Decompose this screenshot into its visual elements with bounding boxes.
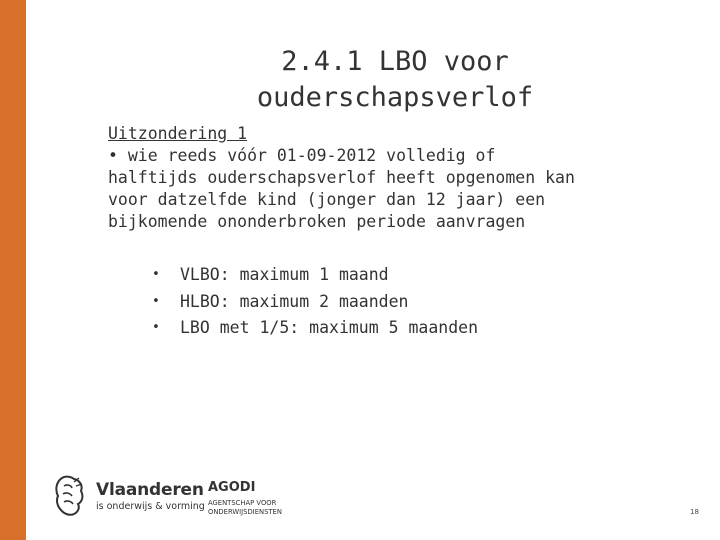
vlaanderen-logo-text: Vlaanderen (96, 480, 204, 500)
exception-line-2: halftijds ouderschapsverlof heeft opgenomen kan (108, 168, 575, 187)
footer-logos (52, 466, 312, 522)
bullet-dot-icon: • (152, 267, 160, 282)
bullet-text: VLBO: maximum 1 maand (180, 265, 389, 284)
list-item (152, 289, 692, 316)
exception-heading: Uitzondering 1 (108, 124, 248, 143)
leave-bullet-list (152, 262, 692, 342)
title-line-2: ouderschapsverlof (256, 82, 534, 113)
title-line-1: 2.4.1 LBO voor (281, 46, 509, 77)
bullet-text: HLBO: maximum 2 maanden (180, 291, 409, 311)
slide-title (190, 44, 600, 116)
vlaanderen-tagline: is onderwijs & vorming (96, 501, 205, 512)
bullet-dot-icon: • (152, 293, 160, 309)
bullet-dot-icon: • (152, 320, 160, 335)
exception-line-3: voor datzelfde kind (jonger dan 12 jaar) een (108, 190, 546, 209)
bullet-text: LBO met 1/5: maximum 5 maanden (180, 318, 479, 337)
exception-line-1: • wie reeds vóór 01-09-2012 volledig of (108, 146, 496, 165)
flemish-lion-icon (52, 474, 88, 518)
exception-block (108, 123, 708, 233)
agodi-logo-text: AGODI (208, 480, 256, 495)
agodi-subtitle-line-2: ONDERWIJSDIENSTEN (208, 508, 282, 516)
agodi-subtitle (208, 499, 318, 517)
exception-line-4: bijkomende ononderbroken periode aanvragen (108, 212, 526, 231)
agodi-subtitle-line-1: AGENTSCHAP VOOR (208, 499, 277, 507)
list-item (152, 315, 692, 342)
page-number: 18 (690, 508, 699, 516)
list-item (152, 262, 692, 289)
accent-side-bar (0, 0, 26, 540)
